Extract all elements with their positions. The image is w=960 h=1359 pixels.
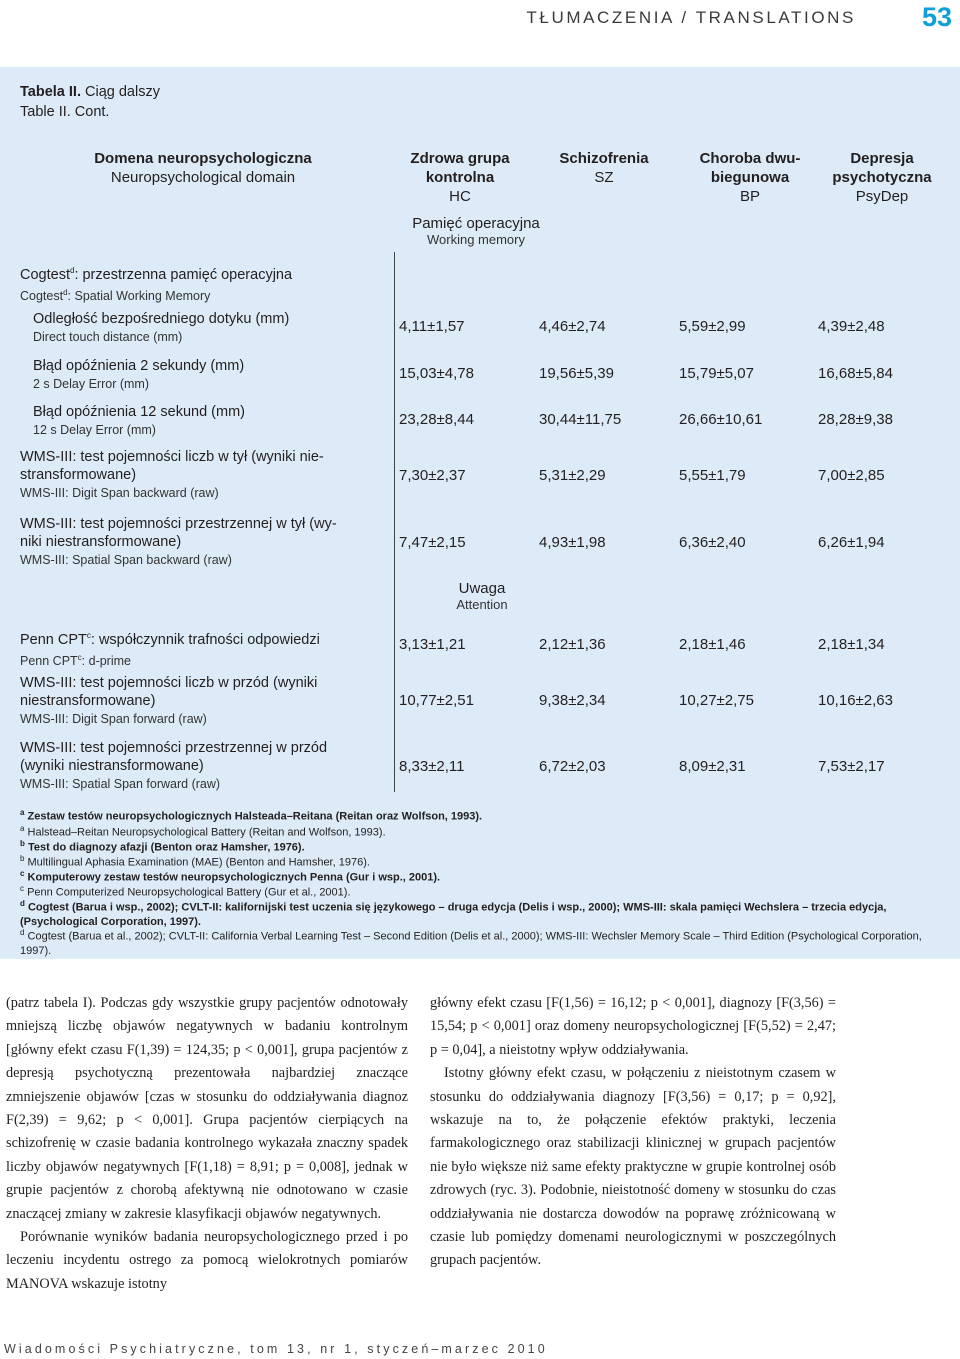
cell-sz: 19,56±5,39 [539, 365, 614, 382]
col-header-sz [535, 149, 673, 187]
cell-sz: 4,93±1,98 [539, 534, 606, 551]
cell-hc: 15,03±4,78 [399, 365, 474, 382]
col-header-bp [673, 149, 827, 206]
row-label-pl: Błąd opóźnienia 2 sekundy (mm) [33, 358, 245, 374]
row-label-pl-cont: niestransformowane) [20, 693, 156, 709]
table-caption-pl: Tabela II. Ciąg dalszy [20, 84, 160, 100]
subdomain-cogtest [20, 262, 292, 305]
cell-bp: 2,18±1,46 [679, 636, 746, 653]
row-label-pl: Penn CPT$^c$: współczynnik trafności odpowiedzi [20, 631, 320, 648]
cell-hc: 7,47±2,15 [399, 534, 466, 551]
footnote: $^c$ Komputerowy zestaw testów neuropsychologicznych Penna (Gur i wsp., 2001). [20, 869, 441, 884]
body-paragraph: Porównanie wyników badania neuropsychologicznego przed i po leczeniu incydentu ostrego za pomocą wielokrotnych pomiarów MANOVA wskazuje istotny [6, 1229, 408, 1292]
cell-bp: 5,59±2,99 [679, 318, 746, 335]
cell-psydep: 10,16±2,63 [818, 692, 893, 709]
body-paragraph: główny efekt czasu [F(1,56) = 16,12; p < 0,001], diagnozy [F(3,56) = 15,54; p < 0,001] oraz domeny neuropsychologicznej [F(5,52) = 2,47; p = 0,04], a nieistotny wpływ oddziaływania. [430, 995, 836, 1058]
cell-bp: 8,09±2,31 [679, 758, 746, 775]
col-header-psydep-line2: psychotyczna [832, 169, 932, 186]
table-row-label [33, 357, 405, 393]
col-header-hc-line1: Zdrowa grupa [410, 150, 510, 167]
body-column-right [430, 992, 836, 1273]
table-row-label [20, 627, 392, 670]
page-number: 53 [921, 2, 952, 32]
cell-bp: 26,66±10,61 [679, 411, 763, 428]
cell-hc: 3,13±1,21 [399, 636, 466, 653]
row-label-pl-cont: (wyniki niestransformowane) [20, 758, 204, 774]
cell-psydep: 6,26±1,94 [818, 534, 885, 551]
col-header-hc-line2: kontrolna [425, 169, 495, 186]
cell-bp: 10,27±2,75 [679, 692, 754, 709]
row-label-pl: Odległość bezpośredniego dotyku (mm) [33, 311, 290, 327]
cell-psydep: 16,68±5,84 [818, 365, 893, 382]
col-header-psydep-line1: Depresja [850, 150, 914, 167]
row-label-pl: WMS-III: test pojemności liczb w tył (wyniki nie- [20, 449, 324, 465]
body-column-left [6, 992, 408, 1296]
cell-sz: 4,46±2,74 [539, 318, 606, 335]
row-label-en: 12 s Delay Error (mm) [33, 423, 156, 437]
col-header-hc [390, 149, 530, 206]
cell-sz: 2,12±1,36 [539, 636, 606, 653]
cell-bp: 15,79±5,07 [679, 365, 754, 382]
table-row-label [20, 739, 392, 793]
cell-hc: 23,28±8,44 [399, 411, 474, 428]
table-row-label [20, 674, 392, 728]
row-label-en: Penn CPT$^c$: d-prime [20, 652, 131, 668]
col-header-hc-abbr: HC [449, 188, 471, 205]
cell-bp: 6,36±2,40 [679, 534, 746, 551]
row-label-en: 2 s Delay Error (mm) [33, 377, 149, 391]
col-header-bp-line2: biegunowa [710, 169, 790, 186]
footnote: $^a$ Halstead–Reitan Neuropsychological Battery (Reitan and Wolfson, 1993). [20, 824, 386, 839]
cell-psydep: 2,18±1,34 [818, 636, 885, 653]
row-label-en: WMS-III: Digit Span backward (raw) [20, 486, 219, 500]
row-label-pl-cont: stransformowane) [20, 467, 137, 483]
row-label-en: Direct touch distance (mm) [33, 330, 183, 344]
footnote: $^a$ Zestaw testów neuropsychologicznych Halsteada–Reitana (Reitan oraz Wolfson, 1993). [20, 808, 483, 823]
row-label-pl: WMS-III: test pojemności przestrzennej w przód [20, 740, 328, 756]
subdomain-cogtest-en: Cogtest$^d$: Spatial Working Memory [20, 287, 211, 303]
col-header-bp-line1: Choroba dwu- [699, 150, 801, 167]
col-header-domain-en: Neuropsychological domain [110, 169, 296, 186]
section-attention-pl: Uwaga [458, 580, 506, 597]
col-header-sz-line1: Schizofrenia [559, 150, 649, 167]
running-head: TŁUMACZENIA / TRANSLATIONS [526, 8, 856, 27]
section-attention-en: Attention [456, 597, 508, 612]
cell-sz: 5,31±2,29 [539, 467, 606, 484]
cell-bp: 5,55±1,79 [679, 467, 746, 484]
subdomain-cogtest-pl: Cogtest$^d$: przestrzenna pamięć operacyjna [20, 266, 293, 283]
section-working-memory-en: Working memory [426, 232, 525, 247]
table-row-label [20, 515, 392, 569]
footnote: $^b$ Multilingual Aphasia Examination (MAE) (Benton and Hamsher, 1976). [20, 854, 370, 869]
cell-psydep: 7,53±2,17 [818, 758, 885, 775]
footnote: $^b$ Test do diagnozy afazji (Benton oraz Hamsher, 1976). [20, 839, 305, 854]
cell-psydep: 7,00±2,85 [818, 467, 885, 484]
section-working-memory [396, 215, 556, 247]
row-label-pl-cont: niki niestransformowane) [20, 534, 182, 550]
cell-psydep: 4,39±2,48 [818, 318, 885, 335]
col-header-psydep [812, 149, 952, 206]
footnote: $^d$ Cogtest (Barua i wsp., 2002); CVLT-II: kalifornijski test uczenia się językowego – druga edycja (Delis i wsp., 2000); WMS-III: skala pamięci Wechslera – trzecia edycja, (Psychological Corporation, 1997). [20, 899, 887, 928]
table-row-label [20, 448, 392, 502]
cell-hc: 10,77±2,51 [399, 692, 474, 709]
row-label-en: WMS-III: Spatial Span forward (raw) [20, 777, 221, 791]
cell-psydep: 28,28±9,38 [818, 411, 893, 428]
body-paragraph: Istotny główny efekt czasu, w połączeniu z nieistotnym czasem w stosunku do oddziaływania diagnozy [F(3,56) = 0,17; p = 0,92], wskazuje na to, że połączenie efektów praktyki, leczenia farmakologicznego oraz stabilizacji klinicznej w grupach pacjentów nie było większe niż same efekty praktyczne w grupie kontrolnej osób zdrowych (ryc. 3). Podobnie, nieistotność domeny w stosunku do czas oddziaływania nie dostarcza dowodów na poprawę zróżnicowaną w czasie lub pomiędzy domenami neurologicznymi w poszczególnych grupach pacjentów. [430, 1065, 836, 1269]
table-row-label [33, 403, 405, 439]
cell-hc: 8,33±2,11 [399, 758, 465, 775]
col-header-psydep-abbr: PsyDep [855, 188, 909, 205]
cell-sz: 30,44±11,75 [539, 411, 622, 428]
col-header-sz-abbr: SZ [594, 169, 614, 186]
body-paragraph: (patrz tabela I). Podczas gdy wszystkie grupy pacjentów odnotowały mniejszą liczbę objawów negatywnych w badaniu kontrolnym [główny efekt czasu F(1,39) = 124,35; p < 0,001], grupa pacjentów z depresją psychotyczną prezentowała najbardziej znaczące zmniejszenie objawów [czas w stosunku do oddziaływania diagnoz F(2,39) = 9,62; p < 0,001]. Grupa pacjentów cierpiących na schizofrenię w czasie badania kontrolnego wykazała znaczny spadek liczby objawów negatywnych [F(1,18) = 8,91; p = 0,008], jednak w grupie pacjentów z chorobą afektywną nie odnotowano w czasie znaczącej zmiany w zakresie klasyfikacji objawów negatywnych. [6, 995, 408, 1222]
cell-hc: 4,11±1,57 [399, 318, 465, 335]
footnote: $^c$ Penn Computerized Neuropsychological Battery (Gur et al., 2001). [20, 884, 351, 899]
row-label-en: WMS-III: Spatial Span backward (raw) [20, 553, 232, 567]
journal-footer: Wiadomości Psychiatryczne, tom 13, nr 1, styczeń–marzec 2010 [4, 1342, 548, 1356]
row-label-pl: WMS-III: test pojemności przestrzennej w tył (wy- [20, 516, 337, 532]
row-label-pl: WMS-III: test pojemności liczb w przód (wyniki [20, 675, 318, 691]
col-header-domain [60, 149, 346, 187]
footnote: $^d$ Cogtest (Barua et al., 2002); CVLT-II: California Verbal Learning Test – Second Edition (Delis et al., 2000); WMS-III: Wechsler Memory Scale – Third Edition (Psychological Corporation, 1997). [20, 928, 922, 957]
row-label-en: WMS-III: Digit Span forward (raw) [20, 712, 207, 726]
cell-sz: 6,72±2,03 [539, 758, 606, 775]
row-label-pl: Błąd opóźnienia 12 sekund (mm) [33, 404, 245, 420]
col-header-domain-pl: Domena neuropsychologiczna [94, 150, 312, 167]
table-caption-en: Table II. Cont. [20, 104, 110, 120]
section-working-memory-pl: Pamięć operacyjna [412, 215, 540, 232]
section-attention [402, 580, 562, 612]
cell-hc: 7,30±2,37 [399, 467, 466, 484]
cell-sz: 9,38±2,34 [539, 692, 606, 709]
col-header-bp-abbr: BP [739, 188, 760, 205]
table-row-label [33, 310, 405, 346]
